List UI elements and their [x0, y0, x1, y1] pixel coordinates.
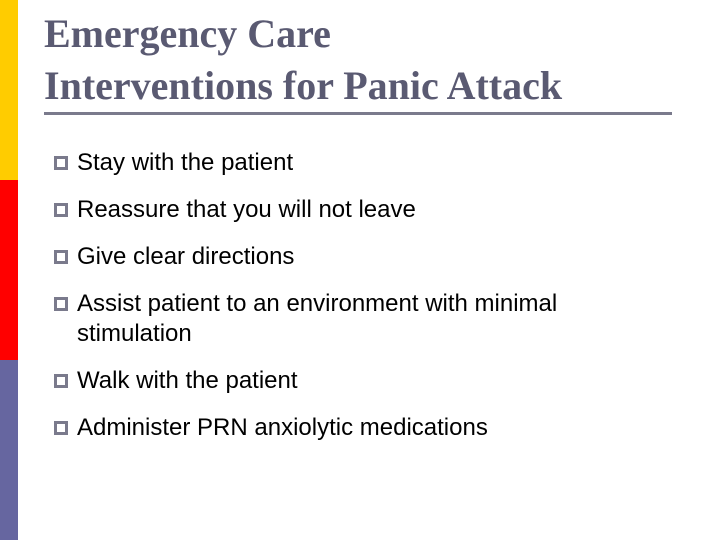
square-bullet-icon — [54, 203, 68, 217]
slide-title-line-1: Emergency Care — [44, 11, 331, 56]
bullet-item — [54, 413, 674, 443]
bullet-item — [54, 289, 674, 349]
square-bullet-icon — [54, 250, 68, 264]
square-bullet-icon — [54, 156, 68, 170]
bullet-item — [54, 366, 674, 396]
bullet-item — [54, 242, 674, 272]
accent-bar-red — [0, 180, 18, 360]
slide-title-line-2: Interventions for Panic Attack — [44, 63, 563, 108]
square-bullet-icon — [54, 421, 68, 435]
bullet-item — [54, 148, 674, 178]
square-bullet-icon — [54, 297, 68, 311]
bullet-text: Walk with the patient — [77, 367, 298, 394]
bullet-text: Give clear directions — [77, 243, 295, 270]
bullet-list — [54, 148, 674, 460]
bullet-text: Stay with the patient — [77, 149, 294, 176]
slide-title — [44, 8, 684, 112]
accent-bar-yellow — [0, 0, 18, 180]
bullet-text: Reassure that you will not leave — [77, 196, 416, 223]
square-bullet-icon — [54, 374, 68, 388]
bullet-text: Assist patient to an environment with minimal stimulation — [77, 290, 558, 347]
bullet-text: Administer PRN anxiolytic medications — [77, 414, 488, 441]
bullet-item — [54, 195, 674, 225]
accent-bar-purple — [0, 360, 18, 540]
title-divider — [44, 112, 672, 115]
